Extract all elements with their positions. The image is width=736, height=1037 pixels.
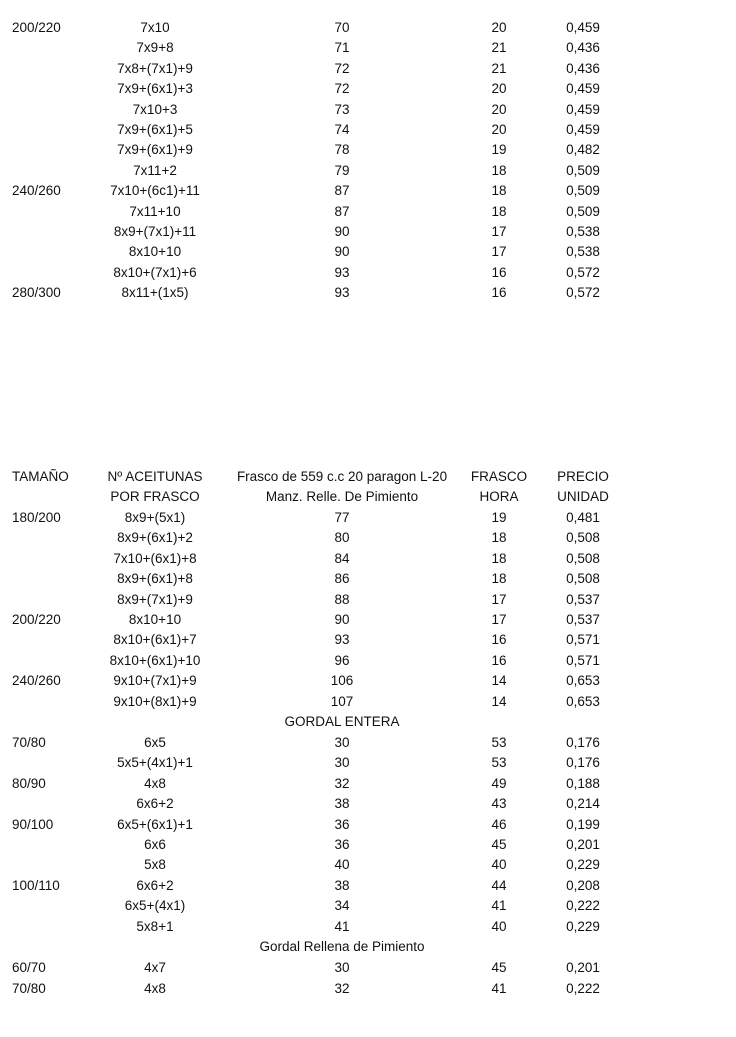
table-row: 90/100 6x5+(6x1)+1 36 46 0,199 (0, 815, 736, 835)
table-row: 6x6 36 45 0,201 (144, 837, 600, 852)
table-row: 7x9+(6x1)+3 72 20 0,459 (117, 81, 600, 97)
table-row: 240/260 7x10+(6c1)+11 87 18 0,509 (0, 181, 736, 201)
table-row: 8x10+10 90 17 0,538 (128, 244, 600, 260)
table-row: 100/110 6x6+2 38 44 0,208 (0, 876, 736, 896)
table-row: 7x11+10 87 18 0,509 (129, 203, 600, 219)
table-row: 8x10+(7x1)+6 93 16 0,572 (113, 264, 600, 280)
table-row: 7x9+(6x1)+5 74 20 0,459 (117, 122, 600, 137)
table-row: 80/90 4x8 32 49 0,188 (0, 774, 736, 794)
table-row: 70/80 6x5 30 53 0,176 (0, 733, 736, 753)
cell-size: 280/300 (12, 285, 61, 301)
table-row: 7x8+(7x1)+9 72 21 0,436 (117, 60, 600, 76)
table-row: 8x9+(7x1)+11 90 17 0,538 (113, 224, 600, 239)
table-row: 8x10+(6x1)+10 96 16 0,571 (109, 652, 600, 668)
cell-size: 90/100 (12, 816, 54, 832)
table-row: 5x8 40 40 0,229 (144, 857, 600, 873)
cell-size: 200/220 (12, 20, 61, 35)
header-size: TAMAÑO (12, 469, 69, 484)
table-row: 8x9+(6x1)+2 80 18 0,508 (117, 530, 600, 546)
table-row: 8x9+(6x1)+8 86 18 0,508 (117, 571, 600, 587)
table-row: 9x10+(8x1)+9 107 14 0,653 (113, 693, 600, 709)
table-row: 7x9+(6x1)+9 78 19 0,482 (117, 142, 600, 158)
cell-size: 240/260 (12, 673, 61, 689)
cell-size: 200/220 (12, 612, 61, 627)
table-row: 6x5+(4x1) 34 41 0,222 (124, 898, 600, 914)
table-row: 200/220 8x10+10 90 17 0,537 (0, 610, 736, 630)
table-row: 7x11+2 79 18 0,509 (133, 162, 600, 178)
table-row: 8x10+(6x1)+7 93 16 0,571 (113, 632, 600, 648)
table-row: 5x5+(4x1)+1 30 53 0,176 (117, 755, 600, 771)
table-row: 6x6+2 38 43 0,214 (136, 796, 600, 812)
section-title-gordal-rellena: Gordal Rellena de Pimiento (259, 939, 425, 954)
cell-size: 180/200 (12, 510, 61, 525)
table-row: 200/220 7x10 70 20 0,459 (0, 18, 736, 38)
table-header-row-2: POR FRASCO Manz. Relle. De Pimiento HORA UNIDAD (110, 489, 609, 504)
table-row: 7x9+8 71 21 0,436 (136, 40, 600, 56)
table-row: 240/260 9x10+(7x1)+9 106 14 0,653 (0, 671, 736, 691)
cell-size: 70/80 (12, 980, 46, 996)
table-row: 60/70 4x7 30 45 0,201 (0, 958, 736, 978)
cell-size: 80/90 (12, 775, 46, 791)
cell-size: 60/70 (12, 960, 46, 975)
table-row: 7x10+(6x1)+8 84 18 0,508 (113, 550, 600, 566)
table-row: 70/80 4x8 32 41 0,222 (0, 979, 736, 999)
section-title-gordal-entera: GORDAL ENTERA (284, 714, 400, 729)
cell-size: 100/110 (12, 877, 60, 893)
table-row: 180/200 8x9+(5x1) 77 19 0,481 (0, 508, 736, 528)
table-row: 5x8+1 41 40 0,229 (136, 918, 600, 934)
table-header-row-1: TAMAÑO Nº ACEITUNAS Frasco de 559 c.c 20 paragon L-20 FRASCO PRECIO (0, 467, 736, 487)
cell-size: 240/260 (12, 183, 61, 199)
cell-size: 70/80 (12, 735, 46, 750)
table-row: 8x9+(7x1)+9 88 17 0,537 (117, 591, 600, 607)
table-row: 7x10+3 73 20 0,459 (132, 101, 600, 117)
table-row: 280/300 8x11+(1x5) 93 16 0,572 (0, 283, 736, 303)
